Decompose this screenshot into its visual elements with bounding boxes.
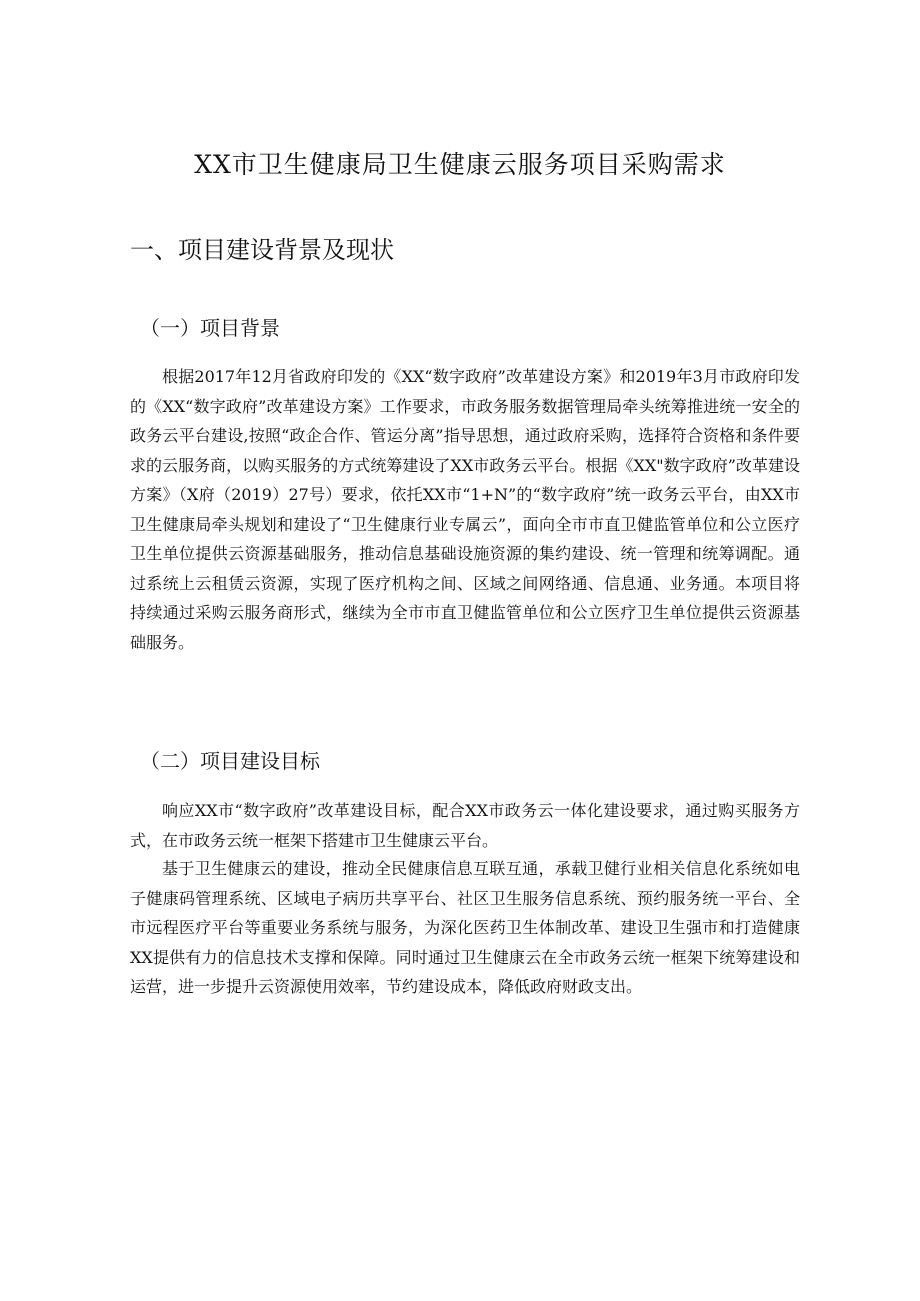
subsection-heading-project-goals: （二）项目建设目标: [140, 749, 320, 773]
paragraph-goals-1: 响应XX市“数字政府”改革建设目标，配合XX市政务云一体化建设要求，通过购买服务方式，在市政务云统一框架下搭建市卫生健康云平台。: [130, 801, 800, 850]
paragraph-goals-2: 基于卫生健康云的建设，推动全民健康信息互联互通，承载卫健行业相关信息化系统如电子健康码管理系统、区域电子病历共享平台、社区卫生服务信息系统、预约服务统一平台、全市远程医疗平台等重要业务系统与服务，为深化医药卫生体制改革、建设卫生强市和打造健康XX提供有力的信息技术支撑和保障。同时通过卫生健康云在全市政务云统一框架下统筹建设和运营，进一步提升云资源使用效率，节约建设成本，降低政府财政支出。: [130, 859, 800, 996]
document-title: XX市卫生健康局卫生健康云服务项目采购需求: [194, 150, 726, 179]
section-heading-background: 一、项目建设背景及现状: [130, 236, 394, 264]
subsection-heading-project-background: （一）项目背景: [140, 316, 280, 340]
paragraph-project-background: 根据2017年12月省政府印发的《XX“数字政府”改革建设方案》和2019年3月市政府印发的《XX“数字政府”改革建设方案》工作要求，市政务服务数据管理局牵头统筹推进统一安全的政务云平台建设,按照“政企合作、管运分离”指导思想，通过政府采购，选择符合资格和条件要求的云服务商，以购买服务的方式统筹建设了XX市政务云平台。根据《XX"数字政府”改革建设方案》（X府（2019）27号）要求，依托XX市“1+N”的“数字政府”统一政务云平台，由XX市卫生健康局牵头规划和建设了“卫生健康行业专属云”，面向全市市直卫健监管单位和公立医疗卫生单位提供云资源基础服务，推动信息基础设施资源的集约建设、统一管理和统筹调配。通过系统上云租赁云资源，实现了医疗机构之间、区域之间网络通、信息通、业务通。本项目将持续通过采购云服务商形式，继续为全市市直卫健监管单位和公立医疗卫生单位提供云资源基础服务。: [130, 367, 800, 652]
